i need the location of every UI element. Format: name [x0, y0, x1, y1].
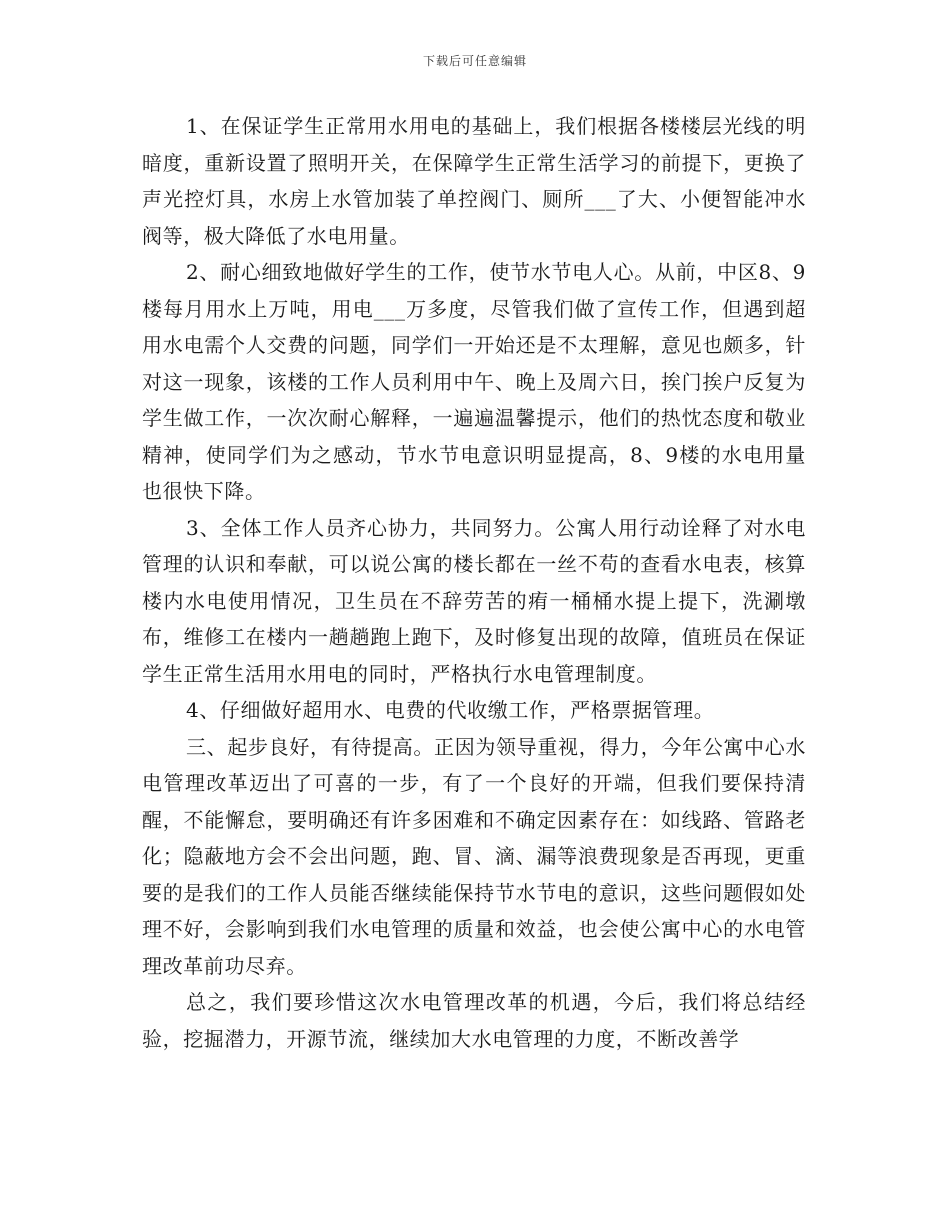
- document-body: [142, 108, 806, 1057]
- paragraph-5: 三、起步良好，有待提高。正因为领导重视，得力，今年公寓中心水电管理改革迈出了可喜的一步，有了一个良好的开端，但我们要保持清醒，不能懈怠，要明确还有许多困难和不确定因素存在：如线路、管路老化；隐蔽地方会不会出问题，跑、冒、滴、漏等浪费现象是否再现，更重要的是我们的工作人员能否继续能保持节水节电的意识，这些问题假如处理不好，会影响到我们水电管理的质量和效益，也会使公寓中心的水电管理改革前功尽弃。: [142, 734, 806, 978]
- paragraph-6: 总之，我们要珍惜这次水电管理改革的机遇，今后，我们将总结经验，挖掘潜力，开源节流，继续加大水电管理的力度，不断改善学: [142, 990, 806, 1051]
- paragraph-4: 4、仔细做好超用水、电费的代收缴工作，严格票据管理。: [186, 698, 715, 722]
- page-header: 下载后可任意编辑: [422, 54, 527, 68]
- paragraph-1: 1、在保证学生正常用水用电的基础上，我们根据各楼楼层光线的明暗度，重新设置了照明开关，在保障学生正常生活学习的前提下，更换了声光控灯具，水房上水管加装了单控阀门、厕所___了大、小便智能冲水阀等，极大降低了水电用量。: [142, 114, 806, 248]
- paragraph-2: 2、耐心细致地做好学生的工作，使节水节电人心。从前，中区8、9楼每月用水上万吨，用电___万多度，尽管我们做了宣传工作，但遇到超用水电需个人交费的问题，同学们一开始还是不太理解，意见也颇多，针对这一现象，该楼的工作人员利用中午、晚上及周六日，挨门挨户反复为学生做工作，一次次耐心解释，一遍遍温馨提示，他们的热忱态度和敬业精神，使同学们为之感动，节水节电意识明显提高，8、9楼的水电用量也很快下降。: [142, 260, 806, 503]
- paragraph-3: 3、全体工作人员齐心协力，共同努力。公寓人用行动诠释了对水电管理的认识和奉献，可以说公寓的楼长都在一丝不苟的查看水电表，核算楼内水电使用情况，卫生员在不辞劳苦的痏一桶桶水提上提下，洗涮墩布，维修工在楼内一趟趟跑上跑下，及时修复出现的故障，值班员在保证学生正常生活用水用电的同时，严格执行水电管理制度。: [142, 515, 806, 686]
